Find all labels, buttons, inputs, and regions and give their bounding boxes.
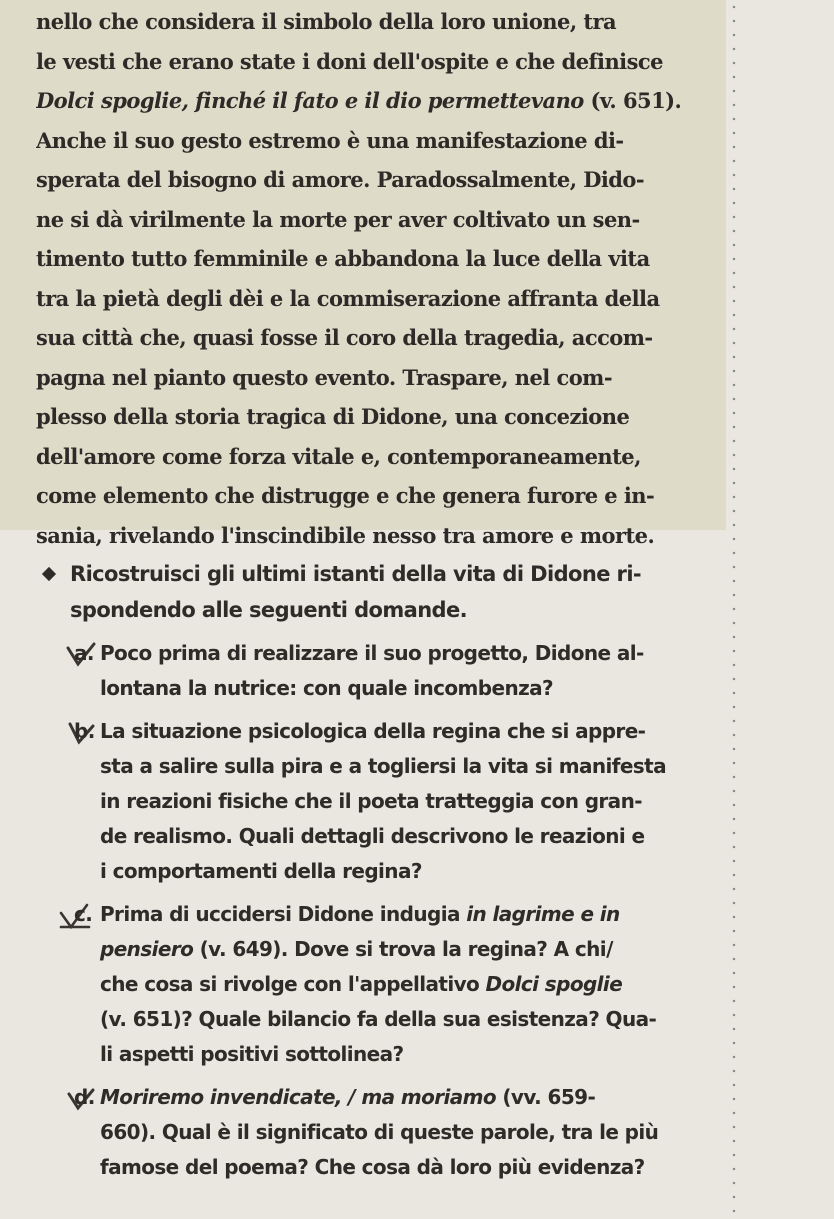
verse-ref: (vv. 659-	[496, 1085, 596, 1109]
commentary-line: tra la pietà degli dèi e la commiserazione affranta della	[36, 285, 660, 311]
commentary-box	[0, 0, 726, 548]
question-line: in reazioni fisiche che il poeta tratteggia con gran-	[100, 789, 642, 813]
commentary-line: sania, rivelando l'inscindibile nesso tra amore e morte.	[36, 522, 655, 548]
question-line: lontana la nutrice: con quale incombenza?	[100, 676, 554, 700]
commentary-line: come elemento che distrugge e che genera furore e in-	[36, 483, 655, 508]
question-line: li aspetti positivi sottolinea?	[100, 1042, 404, 1066]
question-text: che cosa si rivolge con l'appellativo	[100, 972, 486, 996]
commentary-line: pagna nel pianto questo evento. Traspare, nel com-	[36, 364, 613, 390]
exercise-instruction	[40, 556, 712, 628]
question-text: Prima di uccidersi Didone indugia	[100, 902, 467, 926]
question-letter: c.	[74, 902, 93, 926]
commentary-line	[36, 81, 708, 121]
commentary-line: ne si dà virilmente la morte per aver coltivato un sen-	[36, 206, 640, 232]
question-c	[74, 897, 712, 1072]
question-line	[100, 897, 712, 932]
commentary-line: sperata del bisogno di amore. Paradossalmente, Dido-	[36, 167, 645, 192]
question-letter: a.	[74, 641, 94, 665]
quote-dolci-spoglie: Dolci spoglie	[485, 972, 623, 996]
question-line: de realismo. Quali dettagli descrivono le reazioni e	[100, 824, 645, 848]
quote-dolci-spoglie: Dolci spoglie, finché il fato e il dio permettevano	[36, 88, 584, 113]
question-line: sta a salire sulla pira e a togliersi la vita si manifesta	[100, 754, 666, 778]
commentary-line: plesso della storia tragica di Didone, una concezione	[36, 404, 630, 429]
commentary-paragraph	[36, 2, 708, 555]
commentary-line: Anche il suo gesto estremo è una manifestazione di-	[36, 127, 624, 153]
commentary-line: dell'amore come forza vitale e, contemporaneamente,	[36, 443, 641, 469]
commentary-line: timento tutto femminile e abbandona la luce della vita	[36, 246, 650, 271]
question-line: i comportamenti della regina?	[100, 859, 422, 883]
quote-moriremo: Moriremo invendicate, / ma moriamo	[100, 1085, 497, 1109]
question-b	[74, 714, 712, 889]
commentary-line: sua città che, quasi fosse il coro della tragedia, accom-	[36, 325, 653, 350]
exercise-section	[40, 556, 712, 1185]
quote-in-lagrime: in lagrime e in	[466, 902, 620, 926]
question-line	[100, 967, 712, 1002]
question-letter: b.	[74, 719, 95, 743]
question-line	[100, 1080, 712, 1115]
question-a	[74, 636, 712, 706]
question-line	[100, 932, 712, 967]
question-d	[74, 1080, 712, 1185]
quote-pensiero: pensiero	[100, 937, 194, 961]
question-line: famose del poema? Che cosa dà loro più evidenza?	[100, 1155, 645, 1179]
diamond-bullet-icon	[42, 567, 56, 581]
question-line: 660). Qual è il significato di queste parole, tra le più	[100, 1120, 659, 1144]
commentary-line: le vesti che erano state i doni dell'ospite e che definisce	[36, 48, 663, 74]
instruction-line: Ricostruisci gli ultimi istanti della vita di Didone ri-	[70, 562, 642, 586]
question-line: Poco prima di realizzare il suo progetto, Didone al-	[100, 641, 644, 665]
question-line: La situazione psicologica della regina che si appre-	[100, 719, 646, 743]
instruction-line: spondendo alle seguenti domande.	[70, 598, 468, 622]
question-line: (v. 651)? Quale bilancio fa della sua esistenza? Qua-	[100, 1007, 657, 1031]
question-text: (v. 649). Dove si trova la regina? A chi/	[193, 937, 613, 961]
margin-dotted-rule	[732, 0, 736, 1219]
verse-ref: (v. 651).	[583, 88, 682, 113]
question-letter: d.	[74, 1085, 95, 1109]
commentary-line: nello che considera il simbolo della loro unione, tra	[36, 9, 617, 34]
